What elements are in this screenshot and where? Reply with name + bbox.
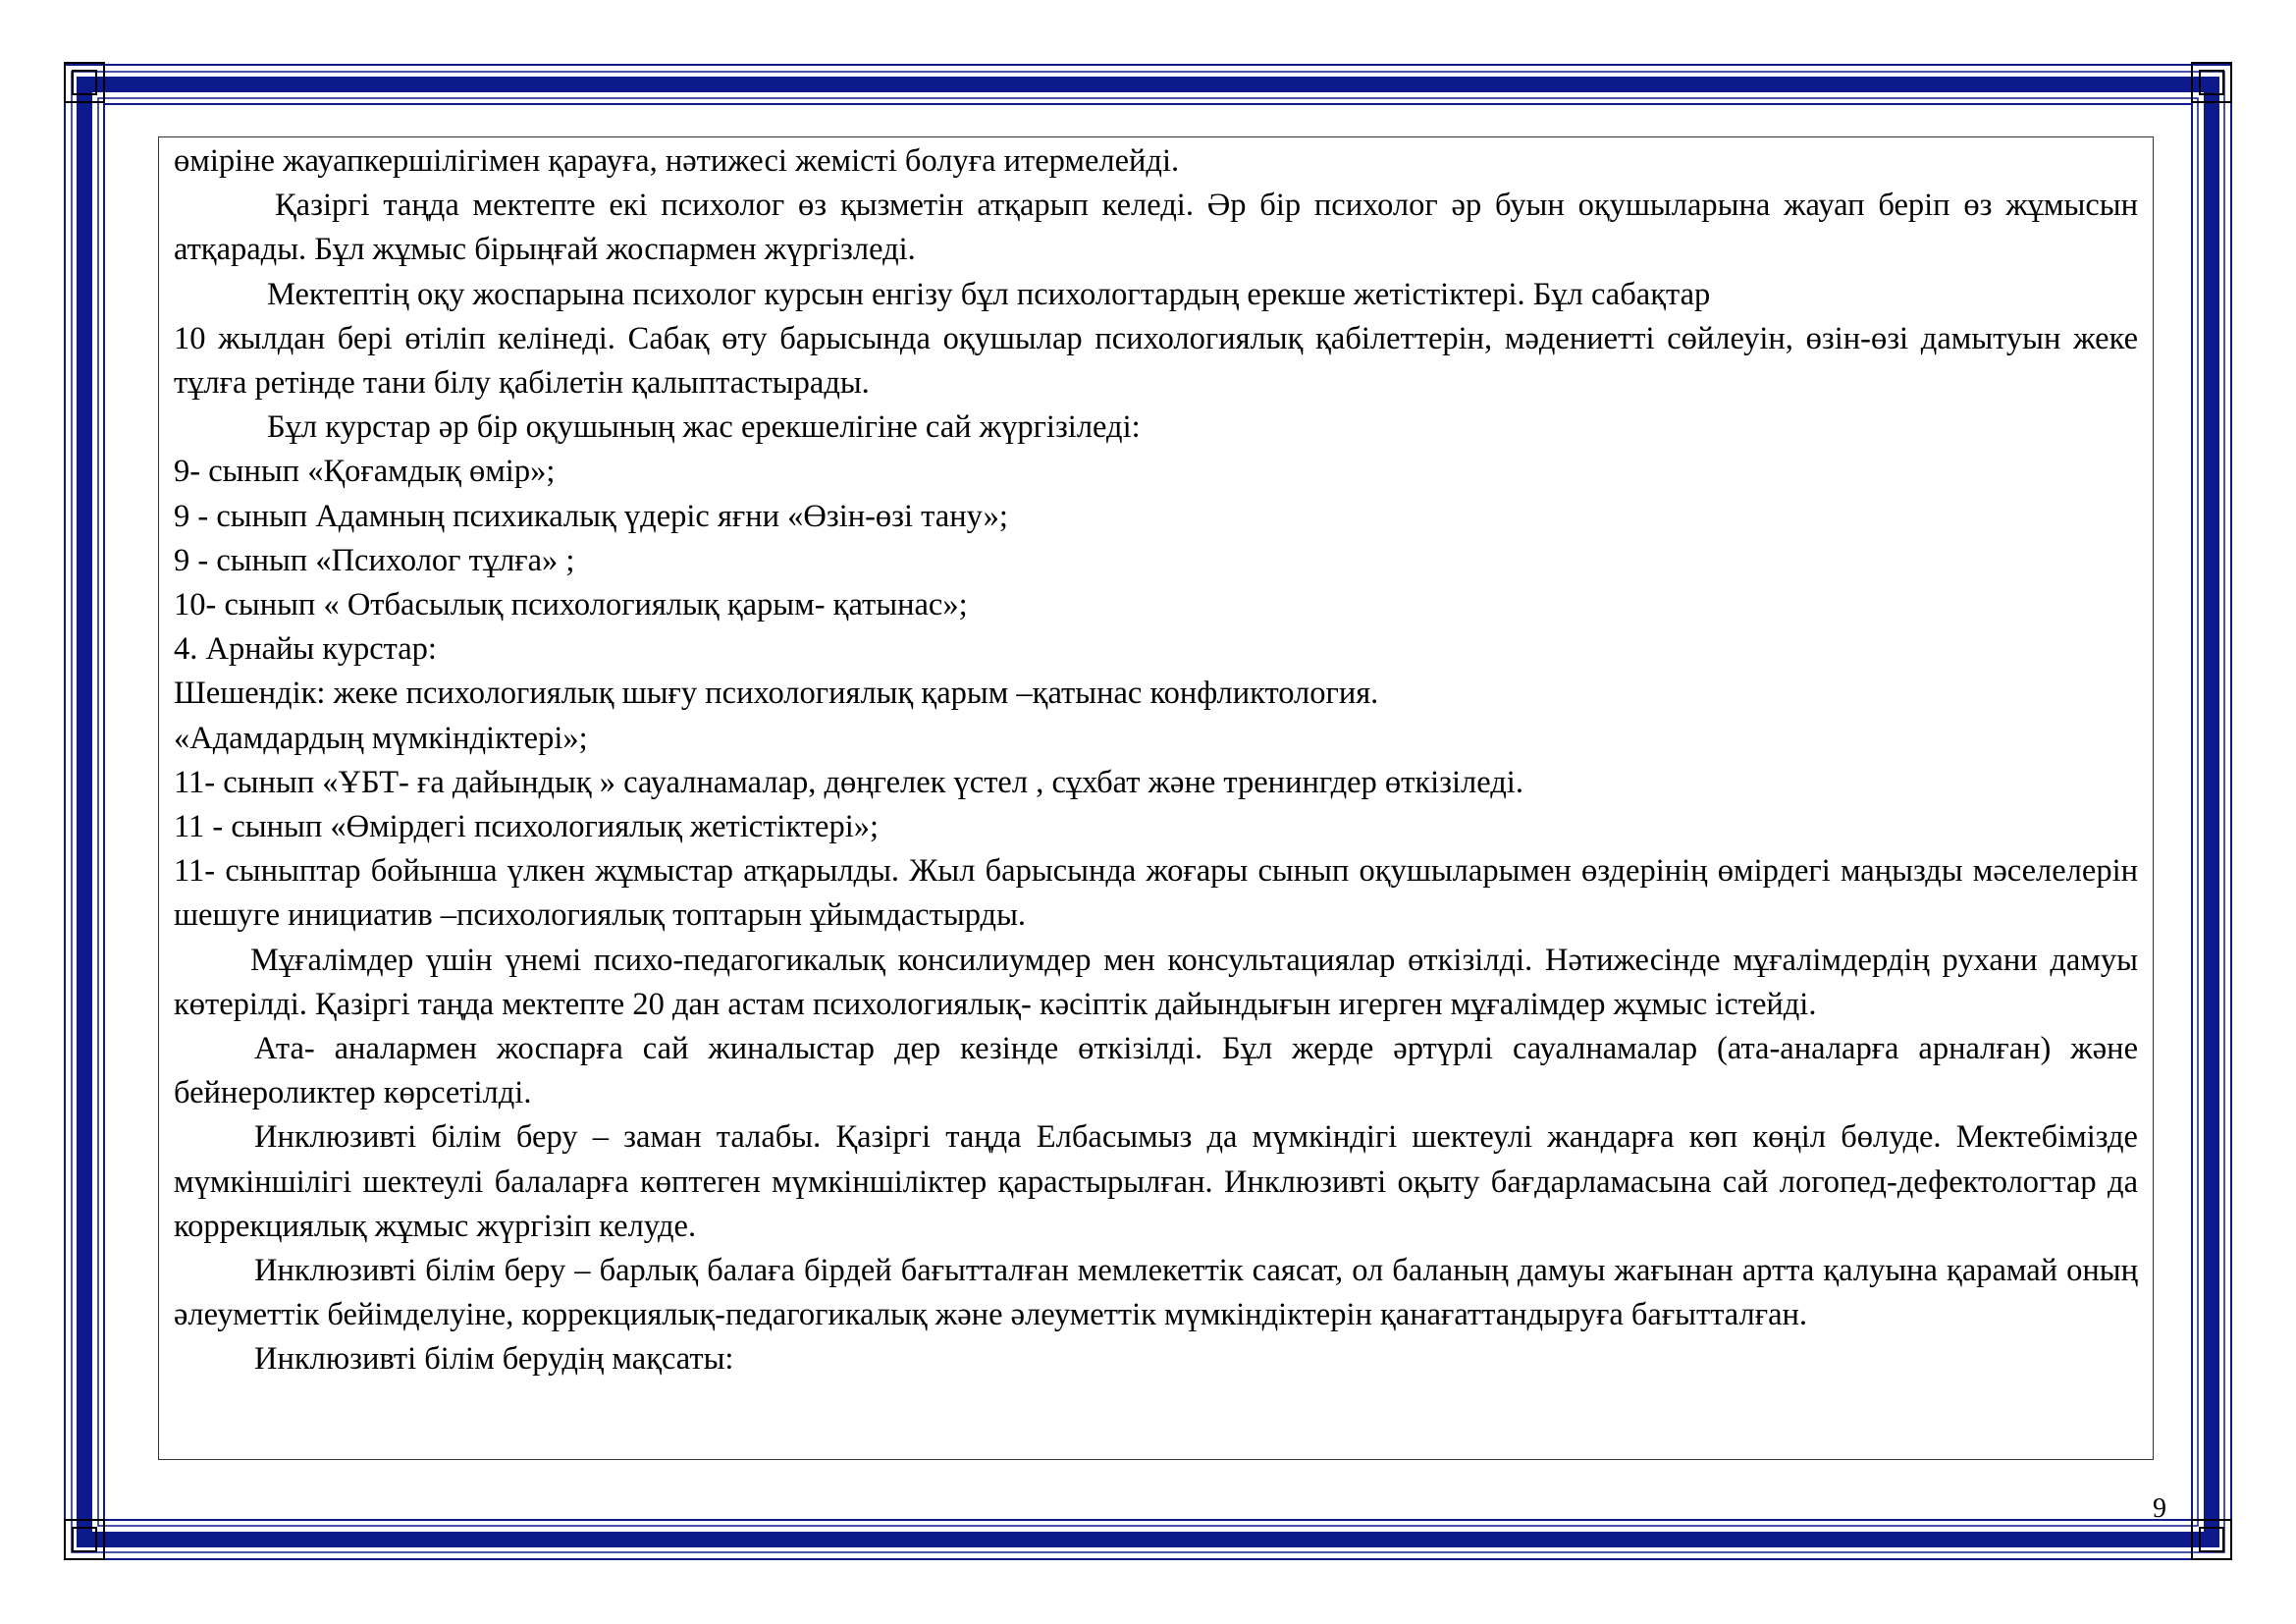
document-body: [174, 139, 2138, 1382]
paragraph: Қазіргі таңда мектепте екі психолог өз қызметін атқарып келеді. Әр бір психолог әр буын оқушыларына жауап беріп өз жұмысын атқарады. Бұл жұмыс бірыңғай жоспармен жүргізледі.: [174, 188, 2138, 268]
list-item: Шешендік: жеке психологиялық шығу психологиялық қарым –қатынас конфликтология.: [174, 676, 1379, 712]
paragraph: Инклюзивті білім берудің мақсаты:: [254, 1341, 734, 1378]
page-number: 9: [2153, 1493, 2166, 1524]
paragraph: Бұл курстар әр бір оқушының жас ерекшелігіне сай жүргізіледі:: [267, 409, 1141, 446]
list-item: 11 - сынып «Өмірдегі психологиялық жетістіктері»;: [174, 809, 879, 845]
paragraph: Ата- аналармен жоспарға сай жиналыстар дер кезінде өткізілді. Бұл жерде әртүрлі сауалнамалар (ата-аналарға арналған) және бейнероликтер көрсетілді.: [174, 1031, 2138, 1111]
text-box: [158, 136, 2154, 1460]
list-item: 10- сынып « Отбасылық психологиялық қарым- қатынас»;: [174, 587, 968, 623]
list-item: 9 - сынып Адамның психикалық үдеріс яғни «Өзін-өзі тану»;: [174, 498, 1008, 534]
list-item: 9 - сынып «Психолог тұлға» ;: [174, 542, 575, 578]
paragraph: 10 жылдан бері өтіліп келінеді. Сабақ өту барысында оқушылар психологиялық қабілеттерін, мәдениетті сөйлеуін, өзін-өзі дамытуын жеке тұлға ретінде тани білу қабілетін қалыптастырады.: [174, 320, 2138, 402]
section-heading: 4. Арнайы курстар:: [174, 631, 437, 668]
paragraph: Инклюзивті білім беру – барлық балаға бірдей бағытталған мемлекеттік саясат, ол баланың дамуы жағынан артта қалуына қарамай оның әлеуметтік бейімделуіне, коррекциялық-педагогикалық және әлеуметтік мүмкіндіктерін қанағаттандыруға бағытталған.: [174, 1253, 2138, 1333]
paragraph: Мектептің оқу жоспарына психолог курсын енгізу бұл психологтардың ерекше жетістіктері. Бұл сабақтар: [267, 276, 1711, 312]
list-item: «Адамдардың мүмкіндіктері»;: [174, 720, 588, 756]
paragraph: Мұғалімдер үшін үнемі психо-педагогикалық консилиумдер мен консультациялар өткізілді. Нәтижесінде мұғалімдердің рухани дамуы көтерілді. Қазіргі таңда мектепте 20 дан астам психологиялық- кәсіптік дайындығын игерген мұғалімдер жұмыс істейді.: [174, 942, 2138, 1022]
paragraph: 11- сыныптар бойынша үлкен жұмыстар атқарылды. Жыл барысында жоғары сынып оқушыларымен өздерінің өмірдегі маңызды мәселелерін шешуге инициатив –психологиялық топтарын ұйымдастырды.: [174, 853, 2138, 934]
paragraph: Инклюзивті білім беру – заман талабы. Қазіргі таңда Елбасымыз да мүмкіндігі шектеулі жандарға көп көңіл бөлуде. Мектебімізде мүмкіншілігі шектеулі балаларға көптеген мүмкіншіліктер қарастырылған. Инклюзивті оқыту бағдарламасына сай логопед-дефектологтар да коррекциялық жұмыс жүргізіп келуде.: [174, 1119, 2138, 1244]
paragraph: өміріне жауапкершілігімен қарауға, нәтижесі жемісті болуға итермелейді.: [174, 143, 1180, 179]
list-item: 9- сынып «Қоғамдық өмір»;: [174, 454, 556, 490]
list-item: 11- сынып «ҰБТ- ға дайындық » сауалнамалар, дөңгелек үстел , сұхбат және тренингдер өткізіледі.: [174, 764, 1523, 800]
